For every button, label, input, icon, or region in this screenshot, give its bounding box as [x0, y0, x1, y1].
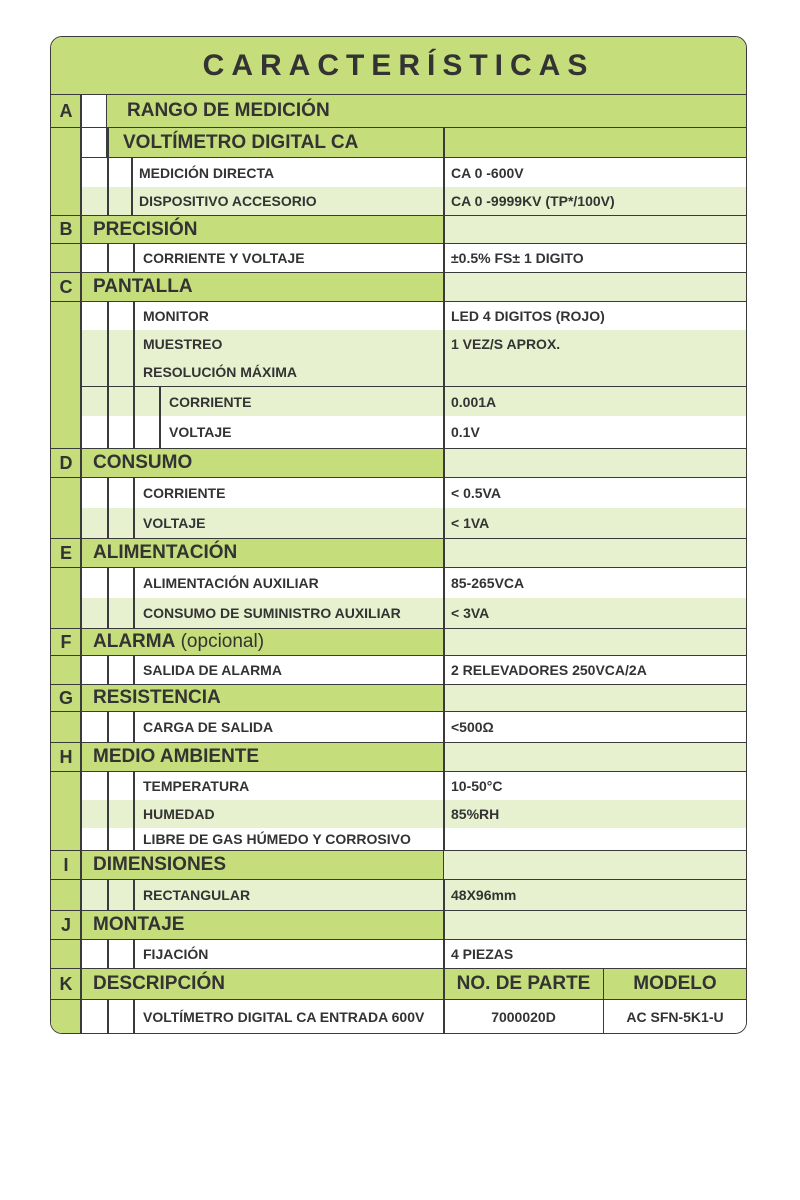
left-band: [51, 940, 80, 968]
section-c-header: [51, 272, 746, 302]
value-cell: [443, 629, 746, 655]
spec-row: [51, 508, 746, 538]
spec-value: CA 0 -600V: [451, 164, 524, 181]
section-letter: G: [58, 687, 73, 708]
spec-row: [51, 940, 746, 968]
spec-label: HUMEDAD: [143, 806, 215, 822]
spec-value: 0.001A: [451, 393, 497, 410]
spec-row: [51, 302, 746, 330]
section-name: MONTAJE: [93, 914, 185, 935]
spec-row: [51, 568, 746, 598]
spec-label: CORRIENTE: [169, 393, 252, 410]
section-name-suffix: (opcional): [180, 631, 265, 652]
section-letter: I: [63, 854, 69, 875]
section-letter: K: [59, 973, 73, 994]
spec-label: ALIMENTACIÓN AUXILIAR: [143, 575, 319, 591]
spec-row: [51, 880, 746, 910]
product-row: [51, 1000, 746, 1033]
spec-row: [51, 358, 746, 386]
spec-row: [51, 800, 746, 828]
spec-value: < 0.5VA: [451, 485, 501, 501]
spec-value: 85%RH: [451, 806, 500, 822]
product-part-number: 7000020D: [443, 1000, 603, 1033]
divider: [133, 772, 135, 850]
section-b-header: [51, 215, 746, 244]
divider: [107, 478, 109, 538]
spec-subrow: [51, 416, 746, 448]
spec-value: <500Ω: [451, 719, 494, 735]
left-band: [51, 772, 80, 850]
divider: [107, 568, 109, 628]
column-header-part: NO. DE PARTE: [443, 969, 603, 999]
section-name: RANGO DE MEDICIÓN: [127, 100, 330, 121]
section-name: CONSUMO: [93, 452, 193, 473]
value-cell: [443, 449, 746, 477]
value-cell: [443, 216, 746, 243]
section-d-header: [51, 448, 746, 478]
spec-label: CORRIENTE Y VOLTAJE: [143, 250, 305, 266]
divider: [107, 1000, 109, 1033]
section-name: RESISTENCIA: [93, 687, 221, 708]
spec-label: CONSUMO DE SUMINISTRO AUXILIAR: [143, 605, 401, 621]
product-description: VOLTÍMETRO DIGITAL CA ENTRADA 600V: [143, 1008, 425, 1025]
section-name: ALIMENTACIÓN: [93, 542, 238, 563]
spec-label: FIJACIÓN: [143, 946, 209, 962]
spec-value: LED 4 DIGITOS (ROJO): [451, 308, 605, 324]
divider: [107, 656, 109, 684]
divider: [133, 712, 135, 742]
section-k-header: [51, 968, 746, 1000]
spec-label: MONITOR: [143, 308, 209, 324]
section-letter: B: [59, 219, 73, 239]
section-a-header: [51, 94, 746, 128]
divider: [443, 880, 445, 1033]
spec-label: VOLTAJE: [169, 424, 232, 440]
spec-value: 10-50°C: [451, 778, 503, 794]
left-band: [51, 302, 80, 448]
section-letter: C: [59, 276, 73, 297]
spec-row: [51, 772, 746, 800]
section-f-header: [51, 628, 746, 656]
value-cell: [443, 851, 746, 879]
spec-row: [51, 712, 746, 742]
value-cell: [443, 128, 746, 157]
divider: [133, 880, 135, 910]
spec-label: VOLTAJE: [143, 515, 206, 531]
divider: [159, 386, 161, 448]
section-name: [93, 629, 433, 655]
section-letter: F: [60, 631, 72, 652]
value-cell: [443, 911, 746, 939]
left-band: [51, 478, 80, 538]
value-cell: [443, 743, 746, 771]
value-cell: [443, 539, 746, 567]
divider: [133, 478, 135, 538]
spec-value: 4 PIEZAS: [451, 946, 514, 962]
subsection-name: VOLTÍMETRO DIGITAL CA: [123, 131, 359, 153]
section-letter: J: [60, 914, 71, 935]
spec-row: [51, 158, 746, 187]
spec-label: CARGA DE SALIDA: [143, 719, 274, 735]
sheet-title: [51, 37, 746, 95]
divider: [80, 94, 82, 1033]
sheet-title-text: CARACTERÍSTICAS: [202, 48, 595, 82]
spec-label: MUESTREO: [143, 336, 223, 352]
spec-label: RESOLUCIÓN MÁXIMA: [143, 364, 297, 380]
spec-label: CORRIENTE: [143, 485, 226, 501]
divider: [131, 158, 133, 215]
divider: [133, 656, 135, 684]
spec-value: ±0.5% FS± 1 DIGITO: [451, 250, 584, 266]
spec-row: [51, 244, 746, 272]
section-name: DIMENSIONES: [93, 854, 227, 875]
spec-value: 1 VEZ/S APROX.: [451, 336, 561, 352]
section-name-text: ALARMA: [93, 631, 176, 652]
spec-label: SALIDA DE ALARMA: [143, 662, 282, 678]
divider: [133, 940, 135, 968]
divider: [443, 128, 445, 850]
section-letter: A: [59, 100, 73, 121]
divider: [107, 940, 109, 968]
spec-value: < 3VA: [451, 605, 490, 621]
spacer-cell: [81, 128, 107, 157]
section-name: DESCRIPCIÓN: [93, 973, 225, 994]
left-band: [51, 244, 80, 272]
divider: [133, 1000, 135, 1033]
section-letter: H: [59, 746, 73, 767]
spec-row: [51, 187, 746, 215]
spec-value: < 1VA: [451, 515, 490, 531]
left-band: [51, 128, 80, 215]
spec-value: 2 RELEVADORES 250VCA/2A: [451, 662, 647, 678]
product-model: AC SFN-5K1-U: [603, 1000, 746, 1033]
divider: [107, 712, 109, 742]
divider: [107, 772, 109, 850]
spec-label: TEMPERATURA: [143, 778, 250, 794]
divider: [133, 568, 135, 628]
spec-label: RECTANGULAR: [143, 887, 251, 903]
spec-row: [51, 598, 746, 628]
left-band: [51, 880, 80, 910]
spec-row: [51, 828, 746, 850]
spec-value: [443, 358, 746, 386]
spec-row: [51, 656, 746, 684]
spec-value: 48X96mm: [451, 887, 517, 903]
spec-value: CA 0 -9999KV (TP*/100V): [451, 193, 615, 209]
section-name: PRECISIÓN: [93, 218, 198, 240]
left-band: [51, 1000, 80, 1033]
spec-value: 0.1V: [451, 424, 480, 440]
spec-value: 85-265VCA: [451, 575, 525, 591]
column-header-model: MODELO: [603, 969, 746, 999]
divider: [107, 302, 109, 448]
value-cell: [443, 685, 746, 711]
spec-row: [51, 478, 746, 508]
section-h-header: [51, 742, 746, 772]
left-band: [51, 656, 80, 684]
divider: [107, 244, 109, 272]
spec-label: MEDICIÓN DIRECTA: [139, 164, 275, 181]
left-band: [51, 568, 80, 628]
spec-label: DISPOSITIVO ACCESORIO: [139, 193, 317, 209]
spec-subrow: [51, 386, 746, 416]
divider: [107, 880, 109, 910]
characteristics-sheet: [50, 36, 747, 1034]
section-name: MEDIO AMBIENTE: [93, 746, 260, 767]
section-i-header: [51, 850, 746, 880]
divider: [107, 128, 109, 215]
section-name: PANTALLA: [93, 276, 193, 297]
section-j-header: [51, 910, 746, 940]
section-letter: E: [59, 542, 72, 563]
spec-label: LIBRE DE GAS HÚMEDO Y CORROSIVO: [143, 831, 411, 847]
section-g-header: [51, 684, 746, 712]
value-cell: [443, 273, 746, 301]
spacer-cell: [81, 95, 107, 127]
section-e-header: [51, 538, 746, 568]
section-letter: D: [59, 452, 73, 473]
divider: [133, 244, 135, 272]
spec-row: [51, 330, 746, 358]
left-band: [51, 712, 80, 742]
subsection-voltimetro: [51, 128, 746, 158]
divider: [133, 302, 135, 448]
